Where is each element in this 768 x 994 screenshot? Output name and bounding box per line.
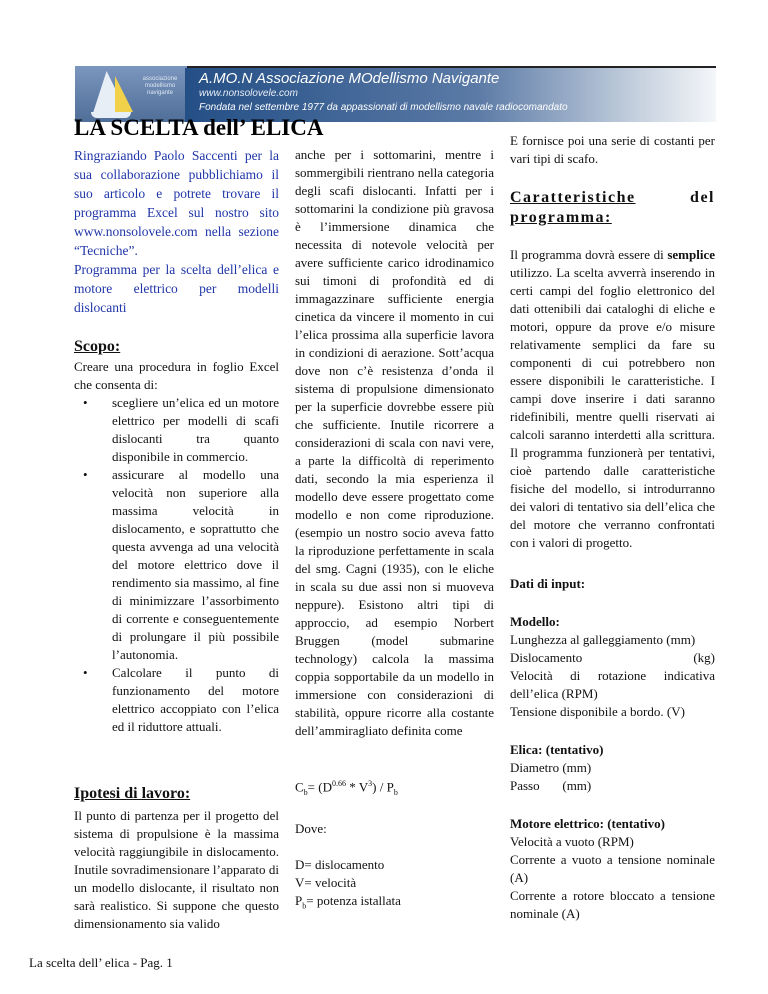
list-item: Lunghezza al galleggiamento (mm) [510, 632, 696, 647]
list-item: • assicurare al modello una velocità non superiore alla massima velocità in dislocamento, e soprattutto che questa avvenga ad una velocità del motore elettrico dove il rendimento sia massimo, al fine di minimizzare l’assorbimento di corrente e conseguentemente di prolungare il più possibile l’autonomia. [89, 466, 279, 664]
banner-url[interactable]: www.nonsolovele.com [199, 88, 298, 99]
column-2 [295, 146, 494, 916]
intro-paragraph: Ringraziando Paolo Saccenti per la sua collaborazione pubblichiamo il suo articolo e potrete trovare il programma Excel sul nostro sito www.nonsolovele.com nella sezione “Tecniche”. [74, 148, 279, 258]
banner-subtitle: Fondata nel settembre 1977 da appassionati di modellismo navale radiocomandato [199, 102, 568, 113]
definition-item: $P_b=$ potenza istallata [295, 892, 401, 911]
footer-label: La scelta dell’ elica - Pag. [29, 955, 167, 970]
list-item: Velocità di rotazione indicativa dell’elica (RPM) [510, 668, 715, 701]
ipotesi-text: Il punto di partenza per il progetto del sistema di propulsione è la massima velocità raggiungibile in dislocamento. Inutile sovradimensionare l’apparato di un modello dislocante, il risultato non sarà realistico. Si suppone che questo dimensionamento sia valido [74, 808, 279, 931]
list-item: Passo (mm) [510, 778, 592, 793]
intro-subtitle: Programma per la scelta dell’elica e motore elettrico per modelli dislocanti [74, 262, 279, 315]
list-item: Velocità a vuoto (RPM) [510, 834, 634, 849]
page-number: 1 [166, 955, 173, 970]
section-heading-ipotesi: Ipotesi di lavoro: [74, 785, 191, 802]
column-3 [510, 132, 715, 923]
list-item: Tensione disponibile a bordo. (V) [510, 704, 685, 719]
modello-heading: Modello: [510, 614, 560, 629]
page-footer [29, 954, 173, 972]
definition-item: D= dislocamento [295, 856, 385, 872]
section-heading-caratteristiche: Caratteristiche del [510, 189, 715, 206]
page-title: LA SCELTA dell’ ELICA [74, 115, 324, 140]
scopo-list [74, 394, 279, 736]
list-item: Corrente a vuoto a tensione nominale (A) [510, 852, 715, 885]
admiralty-formula: $C_b= (D^{0.66} * V^3) / P_b$ [295, 779, 398, 797]
section-heading-scopo: Scopo: [74, 338, 121, 355]
column-1 [74, 146, 279, 933]
logo-text: associazione modellismo navigante [142, 76, 178, 96]
definition-item: V= velocità [295, 874, 357, 890]
body-paragraph: Il programma dovrà essere di semplice utilizzo. La scelta avverrà inserendo in certi campi del foglio elettronico del dati ottenibili dai cataloghi di eliche e motori, oppure da prove e/o misure relativamente semplici da fare su componenti di cui potrebbero non essere disponibili le caratteristiche. I campi dove inserire i dati saranno ridefinibili, mentre quelli riservati ai calcoli saranno interdetti alla scrittura. Il programma funzionerà per tentativi, cioè partendo dalle caratteristiche fisiche del modello, si introdurranno dei valori di tentativo sia dell’elica che del motore che verranno confrontati con i valori di progetto. [510, 247, 715, 550]
elica-heading: Elica: (tentativo) [510, 742, 604, 757]
list-item: Dislocamento (kg) [510, 650, 715, 665]
list-item: Diametro (mm) [510, 760, 592, 775]
banner-title: A.MO.N Associazione MOdellismo Navigante [199, 70, 500, 87]
list-item: • Calcolare il punto di funzionamento del motore elettrico accoppiato con l’elica ed il riduttore attuali. [89, 664, 279, 736]
section-heading-caratteristiche-2: programma: [510, 209, 612, 226]
list-item: • scegliere un’elica ed un motore elettrico per modelli di scafi dislocanti tra quanto disponibile in commercio. [89, 394, 279, 466]
body-paragraph: E fornisce poi una serie di costanti per vari tipi di scafo. [510, 133, 715, 166]
dati-heading: Dati di input: [510, 576, 586, 591]
dove-label: Dove: [295, 820, 327, 836]
list-item: Corrente a rotore bloccato a tensione nominale (A) [510, 888, 715, 921]
scopo-text: Creare una procedura in foglio Excel che consenta di: [74, 359, 279, 392]
body-paragraph: anche per i sottomarini, mentre i sommergibili rientrano nella categoria degli scafi dislocanti. Infatti per i sottomarini la condizione più gravosa è l’immersione dinamica che necessita di notevole velocità per avere sufficiente carico idrodinamico sui timoni di profondità ed di immagazzinare sufficiente energia cinetica da vincere il momento in cui l’elica prossima alla superficie lavora in condizioni di aerazione. Sott’acqua dove non c’è resistenza d’onda il sistema di propulsione dimensionato per la superficie dovrebbe essere più che sufficiente. Inutile ricorrere a considerazioni di scala con navi vere, a parte la difficoltà di reperimento dati, secondo la mia esperienza il modello deve essere progettato come modello e non come riproduzione. (esempio un nostro socio aveva fatto la riproduzione perfettamente in scala del smg. Cagni (1935), con le eliche in scala su due assi non si muoveva neppure). Esistono altri tipi di approccio, ad esempio Norbert Bruggen (model submarine technology) calcola la massima coppia sopportabile da un modello in immersione con considerazioni di stabilità, oppure ricorre alla costante dell’ammiragliato definita come [295, 147, 494, 738]
motore-heading: Motore elettrico: (tentativo) [510, 816, 665, 831]
